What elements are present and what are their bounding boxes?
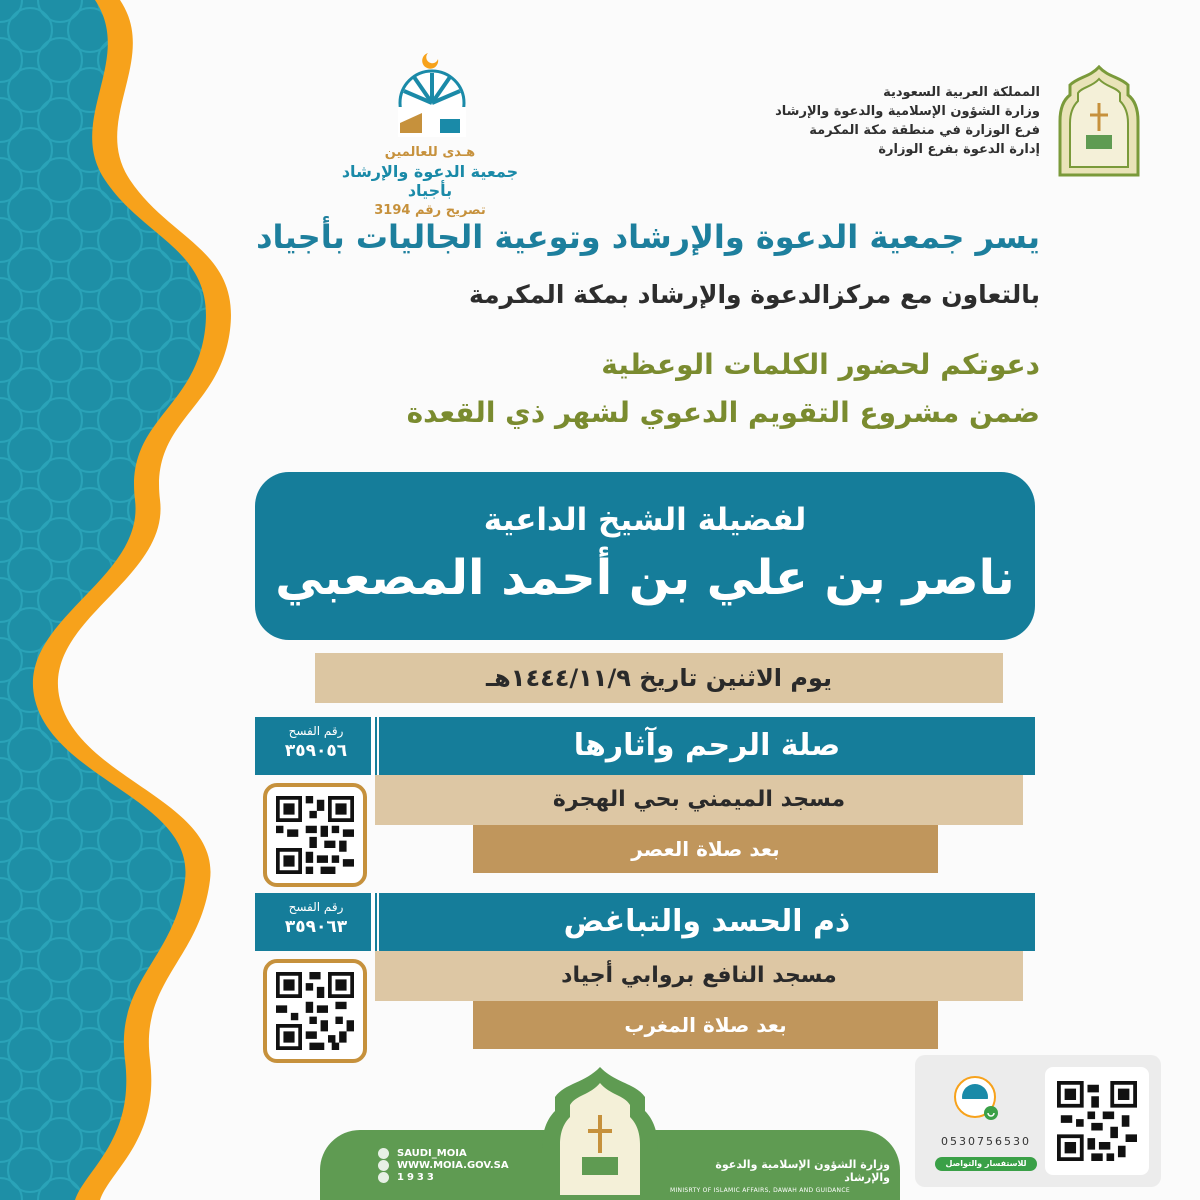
social-icons xyxy=(378,1148,389,1183)
header xyxy=(300,45,1140,218)
lesson-card xyxy=(255,717,1035,897)
date-bar: يوم الاثنين تاريخ ١٤٤٤/١١/٩هـ xyxy=(315,653,1003,703)
ministry-name-ar: وزارة الشؤون الإسلامية والدعوة والإرشاد xyxy=(715,1158,890,1184)
website-link[interactable]: WWW.MOIA.GOV.SA xyxy=(397,1160,509,1171)
lesson-card xyxy=(255,893,1035,1073)
moia-line: المملكة العربية السعودية xyxy=(883,85,1040,100)
permit-label: رقم الفسح xyxy=(288,900,344,914)
huda-logo-block xyxy=(320,45,540,218)
lesson-mosque: مسجد الميمني بحي الهجرة xyxy=(375,775,1023,825)
headline-attendance: دعوتكم لحضور الكلمات الوعظية xyxy=(601,348,1040,381)
qr-code-icon xyxy=(276,972,354,1050)
lesson-time: بعد صلاة العصر xyxy=(473,825,938,873)
permit-number: ٣٥٩٠٦٣ xyxy=(284,917,348,937)
qr-code-frame[interactable] xyxy=(263,783,367,887)
moia-header xyxy=(775,65,1140,177)
huda-subtitle: جمعية الدعوة والإرشاد بأجياد xyxy=(341,162,519,200)
contact-phone[interactable]: 0530756530 xyxy=(941,1135,1031,1148)
moia-line: وزارة الشؤون الإسلامية والدعوة والإرشاد xyxy=(775,104,1040,119)
inquiry-button[interactable]: للاستفسار والتواصل xyxy=(935,1157,1037,1171)
ministry-name-en: MINISRTY OF ISLAMIC AFFAIRS, DAWAH AND GUIDANCE xyxy=(670,1187,850,1194)
youtube-icon[interactable] xyxy=(378,1172,389,1183)
qr-code-frame[interactable] xyxy=(263,959,367,1063)
sheikh-title: لفضيلة الشيخ الداعية xyxy=(483,502,807,538)
headline-cooperation: بالتعاون مع مركزالدعوة والإرشاد بمكة المكرمة xyxy=(468,280,1040,309)
lesson-time: بعد صلاة المغرب xyxy=(473,1001,938,1049)
huda-logo-icon xyxy=(953,1075,1001,1123)
headline-invite: يسر جمعية الدعوة والإرشاد وتوعية الجاليات بأجياد xyxy=(256,218,1040,256)
permit-badge xyxy=(255,893,377,951)
lesson-title: صلة الرحم وآثارها xyxy=(379,717,1035,775)
qr-code-icon xyxy=(1057,1081,1137,1161)
huda-name: هـدى للعالمين xyxy=(384,145,476,160)
contact-card xyxy=(915,1055,1161,1187)
permit-number: ٣٥٩٠٥٦ xyxy=(284,741,348,761)
footer-contact xyxy=(378,1148,509,1184)
social-handle[interactable]: SAUDI_MOIA xyxy=(397,1148,467,1159)
permit-label: رقم الفسح xyxy=(288,724,344,738)
founded-year: 1933 xyxy=(397,1172,437,1183)
twitter-icon[interactable] xyxy=(378,1148,389,1159)
moia-line: فرع الوزارة في منطقة مكة المكرمة xyxy=(809,123,1040,138)
sheikh-box xyxy=(255,472,1035,640)
huda-license: تصريح رقم 3194 xyxy=(374,203,486,218)
sheikh-name: ناصر بن علي بن أحمد المصعبي xyxy=(275,550,1015,606)
huda-logo-icon xyxy=(370,45,490,145)
ministry-emblem-icon xyxy=(540,1065,660,1200)
decorative-pattern xyxy=(0,0,260,1200)
lesson-mosque: مسجد النافع بروابي أجياد xyxy=(375,951,1023,1001)
headline-project: ضمن مشروع التقويم الدعوي لشهر ذي القعدة xyxy=(406,396,1040,429)
ministry-emblem-icon xyxy=(1058,65,1140,177)
lesson-title: ذم الحسد والتباغض xyxy=(379,893,1035,951)
moia-line: إدارة الدعوة بفرع الوزارة xyxy=(878,142,1040,157)
facebook-icon[interactable] xyxy=(378,1160,389,1171)
footer-ministry xyxy=(670,1158,890,1194)
moia-text xyxy=(775,83,1040,159)
qr-code-icon xyxy=(276,796,354,874)
contact-qr-frame[interactable] xyxy=(1045,1067,1149,1175)
permit-badge xyxy=(255,717,377,775)
